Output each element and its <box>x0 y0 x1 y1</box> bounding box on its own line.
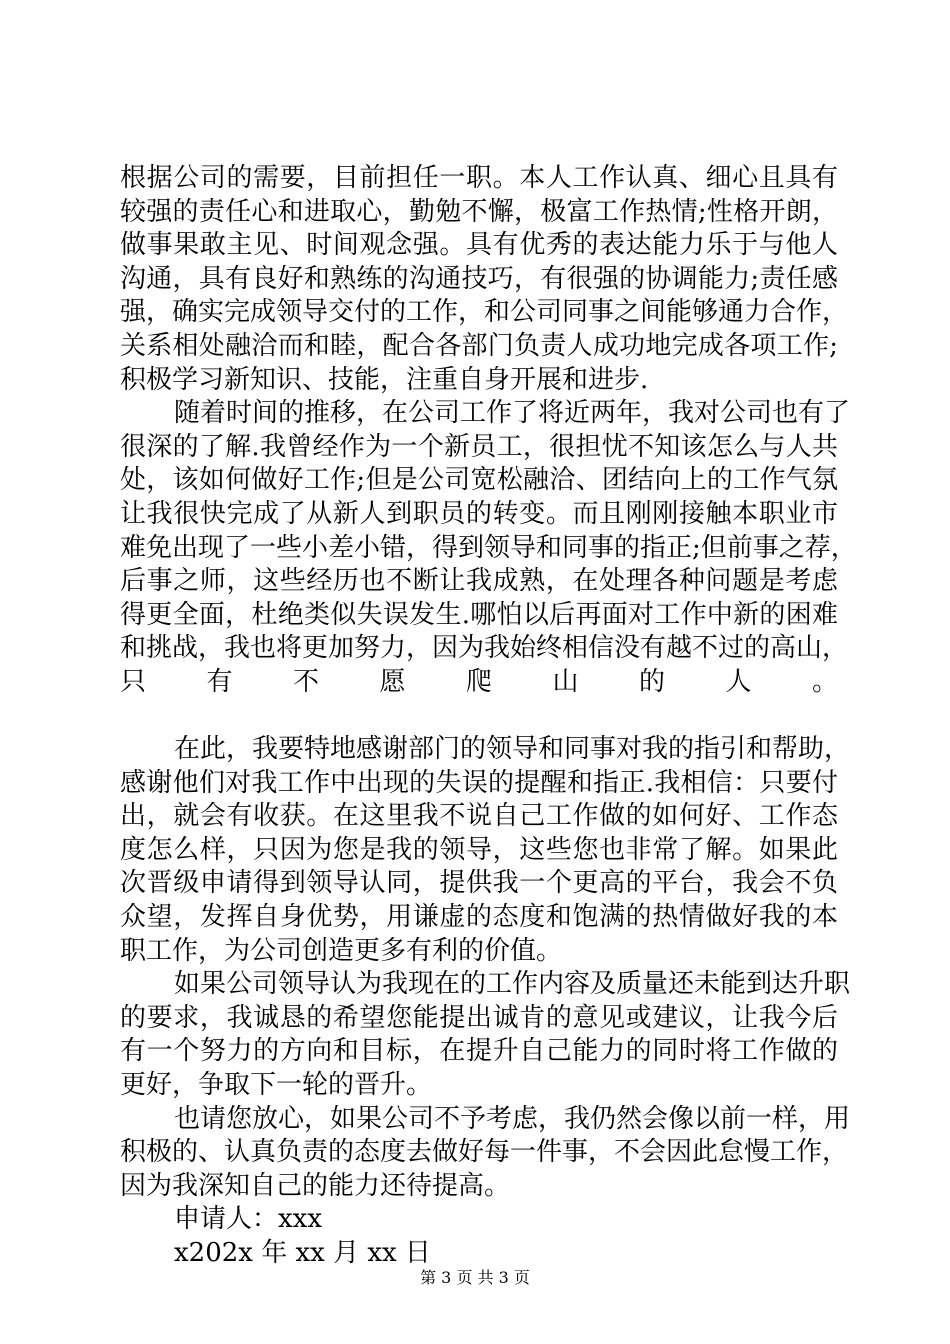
text-line: 在此，我要特地感谢部门的领导和同事对我的指引和帮助， <box>174 734 851 765</box>
text-line: 众望，发挥自身优势，用谦虚的态度和饱满的热情做好我的本 <box>120 902 838 933</box>
paragraph-5 <box>120 1103 851 1204</box>
text-line <box>120 700 838 734</box>
text-line: 根据公司的需要，目前担任一职。本人工作认真、细心且具有 <box>120 163 838 193</box>
text-line: 更好，争取下一轮的晋升。 <box>120 1070 433 1101</box>
text-line: 处，该如何做好工作;但是公司宽松融洽、团结向上的工作气氛 <box>120 465 838 496</box>
text-line: 后事之师，这些经历也不断让我成熟，在处理各种问题是考虑 <box>120 566 838 597</box>
paragraph-1 <box>120 162 849 397</box>
text-line: 沟通，具有良好和熟练的沟通技巧，有很强的协调能力;责任感 <box>120 263 838 294</box>
text-line: 得更全面，杜绝类似失误发生.哪怕以后再面对工作中新的困难 <box>120 599 838 630</box>
letter-body <box>120 162 857 1271</box>
text-line: 度怎么样，只因为您是我的领导，这些您也非常了解。如果此 <box>120 834 838 865</box>
text-line: 因为我深知自己的能力还待提高。 <box>120 1170 511 1201</box>
text-line: 的要求，我诚恳的希望您能提出诚肯的意见或建议，让我今后 <box>120 1002 838 1033</box>
date-line: x202x 年 xx 月 xx 日 <box>174 1238 431 1268</box>
page-footer: 第 3 页 共 3 页 <box>420 1268 530 1287</box>
paragraph-2 <box>120 397 857 733</box>
text-line: 也请您放心，如果公司不予考虑，我仍然会像以前一样，用 <box>174 1103 851 1134</box>
text-line: 只有不愿爬山的人。 <box>120 666 838 697</box>
text-line: 让我很快完成了从新人到职员的转变。而且刚刚接触本职业市 <box>120 498 838 529</box>
text-line: 积极的、认真负责的态度去做好每一件事，不会因此怠慢工作， <box>120 1137 849 1168</box>
text-line: 较强的责任心和进取心，勤勉不懈，极富工作热情;性格开朗， <box>120 196 838 227</box>
signature-block <box>120 1203 838 1270</box>
text-line: 次晋级申请得到领导认同，提供我一个更高的平台，我会不负 <box>120 868 838 899</box>
text-line: 难免出现了一些小差小错，得到领导和同事的指正;但前事之荐， <box>120 532 857 563</box>
text-line: 做事果敢主见、时间观念强。具有优秀的表达能力乐于与他人 <box>120 230 838 261</box>
text-line: 感谢他们对我工作中出现的失误的提醒和指正.我相信：只要付 <box>120 767 838 798</box>
paragraph-3 <box>120 733 851 968</box>
text-line: 随着时间的推移，在公司工作了将近两年，我对公司也有了 <box>174 398 851 429</box>
text-line: 职工作，为公司创造更多有利的价值。 <box>120 935 563 966</box>
paragraph-4 <box>120 968 851 1102</box>
text-line: 积极学习新知识、技能，注重自身开展和进步. <box>120 364 649 395</box>
text-line: 有一个努力的方向和目标，在提升自己能力的同时将工作做的 <box>120 1036 838 1067</box>
text-line: 如果公司领导认为我现在的工作内容及质量还未能到达升职 <box>174 969 851 1000</box>
text-line: 关系相处融洽而和睦，配合各部门负责人成功地完成各项工作; <box>120 330 838 361</box>
text-line: 强，确实完成领导交付的工作，和公司同事之间能够通力合作， <box>120 297 849 328</box>
text-line: 出，就会有收获。在这里我不说自己工作做的如何好、工作态 <box>120 801 838 832</box>
applicant-line: 申请人：xxx <box>174 1204 322 1235</box>
text-line: 很深的了解.我曾经作为一个新员工，很担忧不知该怎么与人共 <box>120 431 838 462</box>
text-line: 和挑战，我也将更加努力，因为我始终相信没有越不过的高山， <box>120 633 849 664</box>
